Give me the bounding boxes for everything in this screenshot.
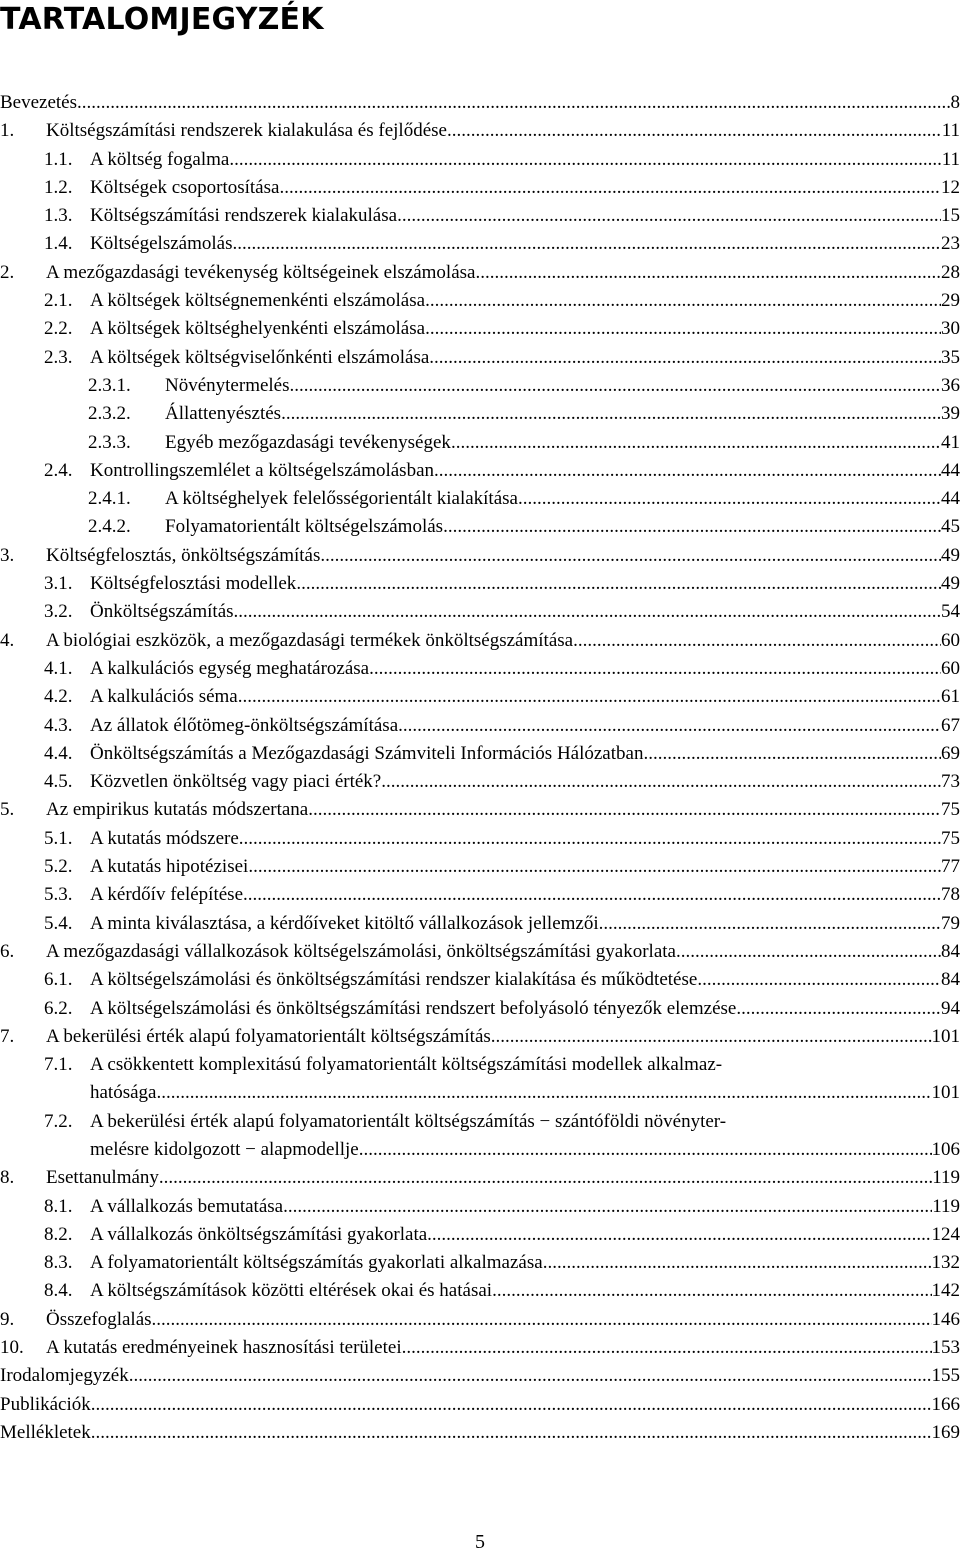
toc-entry-page: 84 <box>941 969 960 991</box>
toc-entry-page: 15 <box>941 205 960 227</box>
toc-entry[interactable] <box>0 910 960 938</box>
toc-entry-number: 1.3. <box>44 205 73 227</box>
dot-leader <box>599 910 941 938</box>
toc-entry-number: 6. <box>0 940 15 962</box>
toc-entry-number: 8.1. <box>44 1195 73 1217</box>
toc-entry[interactable] <box>0 683 960 711</box>
toc-entry-label: A költséghelyek felelősségorientált kialakítása <box>165 488 518 510</box>
toc-entry[interactable] <box>0 1193 960 1221</box>
toc-entry[interactable] <box>0 627 960 655</box>
toc-entry-label: A biológiai eszközök, a mezőgazdasági termékek önköltségszámítása <box>46 629 574 651</box>
toc-entry-page: 75 <box>941 799 960 821</box>
toc-entry-number: 3.1. <box>44 573 73 595</box>
toc-entry-label: A költségszámítások közötti eltérések okai és hatásai <box>90 1280 493 1302</box>
toc-entry-label: Költségek csoportosítása <box>90 176 280 198</box>
dot-leader <box>425 287 941 315</box>
toc-entry-page: 101 <box>931 1082 960 1104</box>
toc-entry-number: 10. <box>0 1337 24 1359</box>
toc-entry-number: 4. <box>0 629 15 651</box>
toc-entry-label: A költségek költségviselőnkénti elszámolása <box>90 346 430 368</box>
toc-entry-label: A kalkulációs séma <box>90 686 238 708</box>
toc-entry-number: 5.1. <box>44 827 73 849</box>
dot-leader <box>697 966 941 994</box>
dot-leader <box>152 1306 932 1334</box>
toc-entry-number: 2.3.3. <box>88 431 131 453</box>
dot-leader <box>248 853 941 881</box>
toc-entry-label: Önköltségszámítás a Mezőgazdasági Számviteli Információs Hálózatban <box>90 742 644 764</box>
toc-entry-page: 77 <box>941 856 960 878</box>
toc-entry-number: 5.2. <box>44 856 73 878</box>
toc-entry-number: 9. <box>0 1308 15 1330</box>
toc-entry[interactable] <box>0 966 960 994</box>
toc-entry-page: 106 <box>931 1138 960 1160</box>
toc-entry-label: A bekerülési érték alapú folyamatorientált költségszámítás − szántóföldi növényter- <box>90 1110 727 1132</box>
toc-entry-page: 28 <box>941 261 960 283</box>
toc-entry-number: 4.2. <box>44 686 73 708</box>
toc-entry-label: A kutatás módszere <box>90 827 239 849</box>
dot-leader <box>129 1362 932 1390</box>
toc-entry[interactable] <box>0 1051 960 1108</box>
toc-list <box>0 89 960 1447</box>
toc-entry-label: A kalkulációs egység meghatározása <box>90 657 370 679</box>
toc-entry-number: 4.1. <box>44 657 73 679</box>
dot-leader <box>296 570 941 598</box>
toc-entry-label: Az empirikus kutatás módszertana <box>46 799 309 821</box>
toc-entry[interactable] <box>0 259 960 287</box>
toc-entry-label: hatósága <box>90 1082 157 1104</box>
toc-entry[interactable] <box>0 598 960 626</box>
toc-entry-page: 67 <box>941 714 960 736</box>
toc-entry-label: Folyamatorientált költségelszámolás <box>165 516 444 538</box>
dot-leader <box>279 174 941 202</box>
toc-entry-page: 44 <box>941 488 960 510</box>
toc-entry-page: 73 <box>941 771 960 793</box>
toc-entry[interactable] <box>0 1023 960 1051</box>
toc-entry-label: Irodalomjegyzék <box>0 1365 129 1387</box>
page-number: 5 <box>475 1531 485 1553</box>
toc-entry-number: 2.3. <box>44 346 73 368</box>
toc-entry-label: A vállalkozás bemutatása <box>90 1195 284 1217</box>
dot-leader <box>281 400 941 428</box>
toc-entry-number: 4.3. <box>44 714 73 736</box>
dot-leader <box>308 796 941 824</box>
toc-entry[interactable] <box>0 485 960 513</box>
toc-entry-label: A mezőgazdasági vállalkozások költségelszámolási, önköltségszámítási gyakorlata <box>46 940 676 962</box>
toc-entry-page: 78 <box>941 884 960 906</box>
toc-entry[interactable] <box>0 768 960 796</box>
toc-entry-page: 61 <box>941 686 960 708</box>
toc-entry-number: 6.2. <box>44 997 73 1019</box>
toc-entry[interactable] <box>0 1164 960 1192</box>
toc-entry-number: 2.1. <box>44 290 73 312</box>
toc-entry[interactable] <box>0 1249 960 1277</box>
toc-entry-label: Összefoglalás <box>46 1308 152 1330</box>
toc-entry-label: A kérdőív felépítése <box>90 884 244 906</box>
toc-entry[interactable] <box>0 655 960 683</box>
toc-entry-page: 30 <box>941 318 960 340</box>
toc-entry-label: Egyéb mezőgazdasági tevékenységek <box>165 431 451 453</box>
toc-entry-label: Közvetlen önköltség vagy piaci érték? <box>90 771 382 793</box>
dot-leader <box>398 712 941 740</box>
toc-entry-label: A csökkentett komplexitású folyamatorientált költségszámítási modellek alkalmaz- <box>90 1054 723 1076</box>
toc-entry[interactable] <box>0 230 960 258</box>
toc-entry-label: A bekerülési érték alapú folyamatorientált költségszámítás <box>46 1025 491 1047</box>
toc-entry-label: Költségszámítási rendszerek kialakulása <box>90 205 398 227</box>
toc-entry[interactable] <box>0 457 960 485</box>
dot-leader <box>359 1136 932 1164</box>
dot-leader <box>238 683 941 711</box>
toc-entry[interactable] <box>0 853 960 881</box>
toc-entry-number: 1. <box>0 120 15 142</box>
dot-leader <box>91 1419 932 1447</box>
toc-entry-label: Mellékletek <box>0 1421 91 1443</box>
toc-entry-label: A mezőgazdasági tevékenység költségeinek elszámolása <box>46 261 476 283</box>
toc-entry-page: 36 <box>941 374 960 396</box>
dot-leader <box>156 1079 931 1107</box>
dot-leader <box>429 344 941 372</box>
dot-leader <box>518 485 941 513</box>
toc-entry-page: 69 <box>941 742 960 764</box>
toc-entry[interactable] <box>0 1334 960 1362</box>
dot-leader <box>434 457 941 485</box>
toc-entry[interactable] <box>0 400 960 428</box>
toc-entry-page: 23 <box>941 233 960 255</box>
toc-entry-label: A kutatás eredményeinek hasznosítási területei <box>46 1337 402 1359</box>
toc-entry-number: 8.3. <box>44 1252 73 1274</box>
toc-entry-page: 44 <box>941 459 960 481</box>
dot-leader <box>397 202 941 230</box>
toc-entry[interactable] <box>0 1221 960 1249</box>
toc-entry-label: Esettanulmány <box>46 1167 159 1189</box>
toc-entry-page: 49 <box>941 544 960 566</box>
toc-entry-label: A költségelszámolási és önköltségszámítási rendszer kialakítása és működtetése <box>90 969 698 991</box>
dot-leader <box>736 995 941 1023</box>
toc-entry-number: 5.3. <box>44 884 73 906</box>
dot-leader <box>369 655 941 683</box>
toc-entry[interactable] <box>0 1108 960 1165</box>
toc-entry-page: 153 <box>931 1337 960 1359</box>
toc-entry-number: 2.4. <box>44 459 73 481</box>
toc-entry-page: 41 <box>941 431 960 453</box>
toc-entry-page: 54 <box>941 601 960 623</box>
toc-entry-number: 1.1. <box>44 148 73 170</box>
toc-entry-number: 8.2. <box>44 1223 73 1245</box>
dot-leader <box>676 938 941 966</box>
dot-leader <box>491 1023 932 1051</box>
dot-leader <box>234 598 941 626</box>
dot-leader <box>283 1193 932 1221</box>
toc-entry-label: A költség fogalma <box>90 148 230 170</box>
toc-entry-number: 1.2. <box>44 176 73 198</box>
toc-entry-number: 4.5. <box>44 771 73 793</box>
dot-leader <box>443 513 941 541</box>
toc-entry-number: 4.4. <box>44 742 73 764</box>
toc-entry-number: 6.1. <box>44 969 73 991</box>
toc-entry[interactable] <box>0 825 960 853</box>
toc-entry[interactable] <box>0 117 960 145</box>
toc-entry-number: 3.2. <box>44 601 73 623</box>
toc-entry-label: Az állatok élőtömeg-önköltségszámítása <box>90 714 399 736</box>
dot-leader <box>492 1277 931 1305</box>
toc-entry[interactable] <box>0 881 960 909</box>
toc-entry[interactable] <box>0 995 960 1023</box>
dot-leader <box>447 117 942 145</box>
toc-entry-label: Költségszámítási rendszerek kialakulása és fejlődése <box>46 120 447 142</box>
toc-entry[interactable] <box>0 796 960 824</box>
toc-entry-label: Költségfelosztási modellek <box>90 573 297 595</box>
dot-leader <box>232 230 941 258</box>
dot-leader <box>159 1164 932 1192</box>
dot-leader <box>229 146 941 174</box>
dot-leader <box>77 89 950 117</box>
toc-entry-number: 3. <box>0 544 15 566</box>
toc-entry-page: 8 <box>950 92 960 113</box>
toc-entry[interactable] <box>0 1362 960 1390</box>
toc-entry-page: 45 <box>941 516 960 538</box>
toc-entry[interactable] <box>0 372 960 400</box>
toc-entry[interactable] <box>0 174 960 202</box>
toc-entry-number: 5.4. <box>44 912 73 934</box>
toc-entry-label: A költségek költséghelyenkénti elszámolása <box>90 318 426 340</box>
toc-entry-number: 2.4.2. <box>88 516 131 538</box>
toc-entry[interactable] <box>0 542 960 570</box>
dot-leader <box>91 1391 932 1419</box>
toc-entry-number: 8.4. <box>44 1280 73 1302</box>
toc-entry-page: 124 <box>931 1223 960 1245</box>
toc-entry-label: Bevezetés <box>0 92 78 113</box>
toc-entry-label: Önköltségszámítás <box>90 601 234 623</box>
dot-leader <box>475 259 941 287</box>
toc-entry-page: 94 <box>941 997 960 1019</box>
toc-entry-label: Költségfelosztás, önköltségszámítás <box>46 544 321 566</box>
toc-entry-number: 2.3.2. <box>88 403 131 425</box>
toc-entry[interactable] <box>0 1306 960 1334</box>
toc-entry[interactable] <box>0 570 960 598</box>
toc-entry[interactable] <box>0 1419 960 1447</box>
toc-entry[interactable] <box>0 1391 960 1419</box>
page-title: TARTALOMJEGYZÉK <box>0 2 324 37</box>
toc-entry-number: 8. <box>0 1167 15 1189</box>
toc-entry-page: 132 <box>931 1252 960 1274</box>
toc-entry-label: A költségelszámolási és önköltségszámítási rendszert befolyásoló tényezők elemzése <box>90 997 737 1019</box>
toc-entry-page: 155 <box>931 1365 960 1387</box>
toc-entry-number: 1.4. <box>44 233 73 255</box>
toc-entry-label: Költségelszámolás <box>90 233 233 255</box>
toc-entry-label: Növénytermelés <box>165 374 290 396</box>
toc-entry-page: 166 <box>931 1393 960 1415</box>
toc-entry-label: A minta kiválasztása, a kérdőíveket kitöltő vállalkozások jellemzői <box>90 912 599 934</box>
dot-leader <box>243 881 941 909</box>
toc-entry[interactable] <box>0 513 960 541</box>
toc-entry-page: 29 <box>941 290 960 312</box>
toc-entry-number: 2.3.1. <box>88 374 131 396</box>
toc-entry-page: 12 <box>941 176 960 198</box>
dot-leader <box>320 542 941 570</box>
toc-entry-number: 2.2. <box>44 318 73 340</box>
dot-leader <box>381 768 941 796</box>
toc-entry-label: A költségek költségnemenkénti elszámolása <box>90 290 426 312</box>
toc-entry[interactable] <box>0 315 960 343</box>
dot-leader <box>543 1249 932 1277</box>
toc-entry[interactable] <box>0 202 960 230</box>
toc-entry-number: 5. <box>0 799 15 821</box>
toc-entry[interactable] <box>0 287 960 315</box>
toc-entry-page: 60 <box>941 657 960 679</box>
dot-leader <box>573 627 941 655</box>
toc-entry-page: 75 <box>941 827 960 849</box>
toc-entry[interactable] <box>0 712 960 740</box>
toc-entry-page: 39 <box>941 403 960 425</box>
toc-entry-page: 11 <box>941 148 960 170</box>
toc-entry-label: melésre kidolgozott − alapmodellje <box>90 1138 359 1160</box>
dot-leader <box>290 372 941 400</box>
toc-entry-page: 146 <box>931 1308 960 1330</box>
toc-entry[interactable] <box>0 344 960 372</box>
dot-leader <box>451 429 941 457</box>
toc-entry[interactable] <box>0 146 960 174</box>
toc-entry[interactable] <box>0 740 960 768</box>
toc-entry-label: Kontrollingszemlélet a költségelszámolásban <box>90 459 435 481</box>
toc-entry-label: A folyamatorientált költségszámítás gyakorlati alkalmazása <box>90 1252 543 1274</box>
toc-entry-label: A vállalkozás önköltségszámítási gyakorlata <box>90 1223 428 1245</box>
toc-entry-page: 169 <box>931 1421 960 1443</box>
toc-entry[interactable] <box>0 938 960 966</box>
toc-entry-label: Állattenyésztés <box>165 403 282 425</box>
toc-entry-page: 35 <box>941 346 960 368</box>
toc-entry-page: 101 <box>931 1025 960 1047</box>
dot-leader <box>425 315 941 343</box>
toc-entry-number: 7.2. <box>44 1110 73 1132</box>
toc-entry-number: 2.4.1. <box>88 488 131 510</box>
toc-entry-label: Publikációk <box>0 1393 91 1415</box>
toc-entry-page: 49 <box>941 573 960 595</box>
toc-entry-page: 119 <box>932 1195 960 1217</box>
toc-entry-number: 2. <box>0 261 15 283</box>
toc-entry-number: 7. <box>0 1025 15 1047</box>
toc-entry-number: 7.1. <box>44 1054 73 1076</box>
dot-leader <box>402 1334 932 1362</box>
toc-entry[interactable] <box>0 89 960 117</box>
toc-entry-page: 60 <box>941 629 960 651</box>
toc-entry[interactable] <box>0 1277 960 1305</box>
dot-leader <box>239 825 941 853</box>
toc-entry-page: 142 <box>931 1280 960 1302</box>
toc-entry-page: 84 <box>941 940 960 962</box>
toc-entry-page: 11 <box>941 120 960 142</box>
dot-leader <box>643 740 941 768</box>
toc-entry-page: 79 <box>941 912 960 934</box>
toc-entry[interactable] <box>0 429 960 457</box>
dot-leader <box>427 1221 931 1249</box>
toc-entry-label: A kutatás hipotézisei <box>90 856 249 878</box>
toc-entry-page: 119 <box>932 1167 960 1189</box>
